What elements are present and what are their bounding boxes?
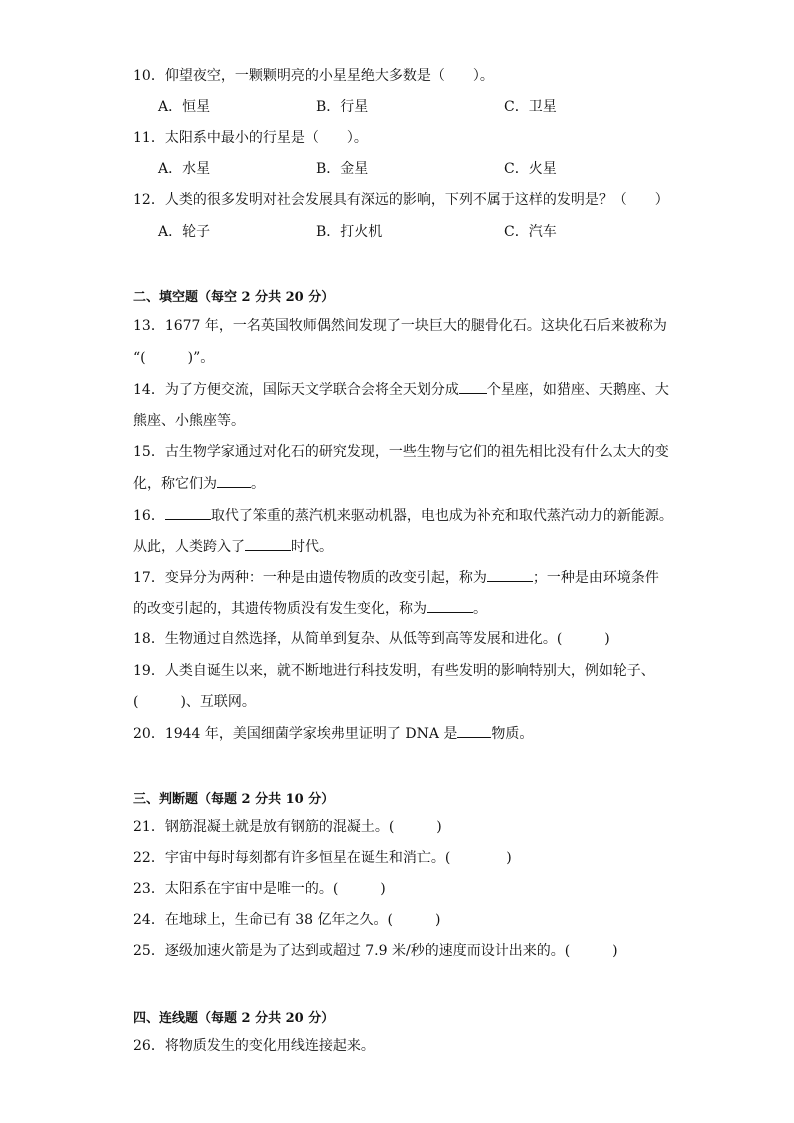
question-16-number: 16． [133,508,165,524]
question-14-text-post: 个星座，如猎座、天鹅座、大 [486,382,669,398]
question-21: 21．钢筋混凝土就是放有钢筋的混凝土。( ) [133,819,442,835]
question-17-text-post2: 。 [473,601,487,617]
option-a[interactable]: A．水星 [158,161,211,177]
question-15-line-2 [133,474,265,493]
question-18: 18．生物通过自然选择，从简单到复杂、从低等到高等发展和进化。( ) [133,631,610,647]
question-17-line-2 [133,599,487,618]
section-heading-true-false: 三、判断题（每题 2 分共 10 分） [133,792,335,807]
question-11: 11．太阳系中最小的行星是（ ）。 [133,130,368,146]
question-19-line-2: ( )、互联网。 [133,694,256,710]
option-b[interactable]: B．打火机 [316,224,383,240]
option-c[interactable]: C．火星 [504,161,557,177]
question-10: 10．仰望夜空，一颗颗明亮的小星星绝大多数是（ ）。 [133,68,494,84]
option-a[interactable]: A．恒星 [158,99,211,115]
question-20-text-post: 物质。 [491,726,534,742]
question-16-text-pre2: 从此，人类跨入了 [133,539,245,555]
question-15-line-1: 15．古生物学家通过对化石的研究发现，一些生物与它们的祖先相比没有什么太大的变 [133,444,669,460]
question-16-line-2 [133,537,333,556]
question-14-text-pre: 14．为了方便交流，国际天文学联合会将全天划分成 [133,382,459,398]
answer-blank[interactable] [457,724,491,738]
question-12: 12．人类的很多发明对社会发展具有深远的影响，下列不属于这样的发明是？（ ） [133,192,669,208]
question-22: 22．宇宙中每时每刻都有许多恒星在诞生和消亡。( ) [133,850,512,866]
question-17-text-pre2: 的改变引起的，其遗传物质没有发生变化，称为 [133,601,427,617]
question-24: 24．在地球上，生命已有 38 亿年之久。( ) [133,912,441,928]
question-16-text: 取代了笨重的蒸汽机来驱动机器，电也成为补充和取代蒸汽动力的新能源。 [210,508,673,524]
section-heading-matching: 四、连线题（每题 2 分共 20 分） [133,1011,335,1026]
question-23: 23．太阳系在宇宙中是唯一的。( ) [133,881,386,897]
question-17-line-1 [133,568,659,587]
question-13-line-1: 13．1677 年，一名英国牧师偶然间发现了一块巨大的腿骨化石。这块化石后来被称为 [133,318,667,334]
option-c[interactable]: C．汽车 [504,224,557,240]
option-b[interactable]: B．金星 [316,161,369,177]
question-16-text-post2: 时代。 [291,539,333,555]
question-15-text-pre: 化，称它们为 [133,476,217,492]
question-17-text-pre: 17．变异分为两种：一种是由遗传物质的改变引起，称为 [133,570,487,586]
question-25: 25．逐级加速火箭是为了达到或超过 7.9 米/秒的速度而设计出来的。( ) [133,943,618,959]
option-c[interactable]: C．卫星 [504,99,557,115]
section-heading-fill-blank: 二、填空题（每空 2 分共 20 分） [133,290,335,305]
question-19-line-1: 19．人类自诞生以来，就不断地进行科技发明，有些发明的影响特别大，例如轮子、 [133,663,655,679]
answer-blank[interactable] [245,537,291,551]
answer-blank[interactable] [217,474,251,488]
question-20-text-pre: 20．1944 年，美国细菌学家埃弗里证明了 DNA 是 [133,726,458,742]
answer-blank[interactable] [427,599,473,613]
question-13-line-2: “( )”。 [133,350,215,366]
answer-blank[interactable] [459,380,487,394]
option-a[interactable]: A．轮子 [158,224,211,240]
question-16-line-1 [133,506,673,525]
option-b[interactable]: B．行星 [316,99,369,115]
answer-blank[interactable] [487,568,533,582]
answer-blank[interactable] [165,506,211,520]
question-20 [133,724,533,743]
question-26: 26．将物质发生的变化用线连接起来。 [133,1038,375,1054]
question-14-line-1 [133,380,669,399]
question-14-line-2: 熊座、小熊座等。 [133,413,245,429]
question-15-text-post: 。 [251,476,265,492]
question-17-text-mid: ；一种是由环境条件 [532,570,659,586]
